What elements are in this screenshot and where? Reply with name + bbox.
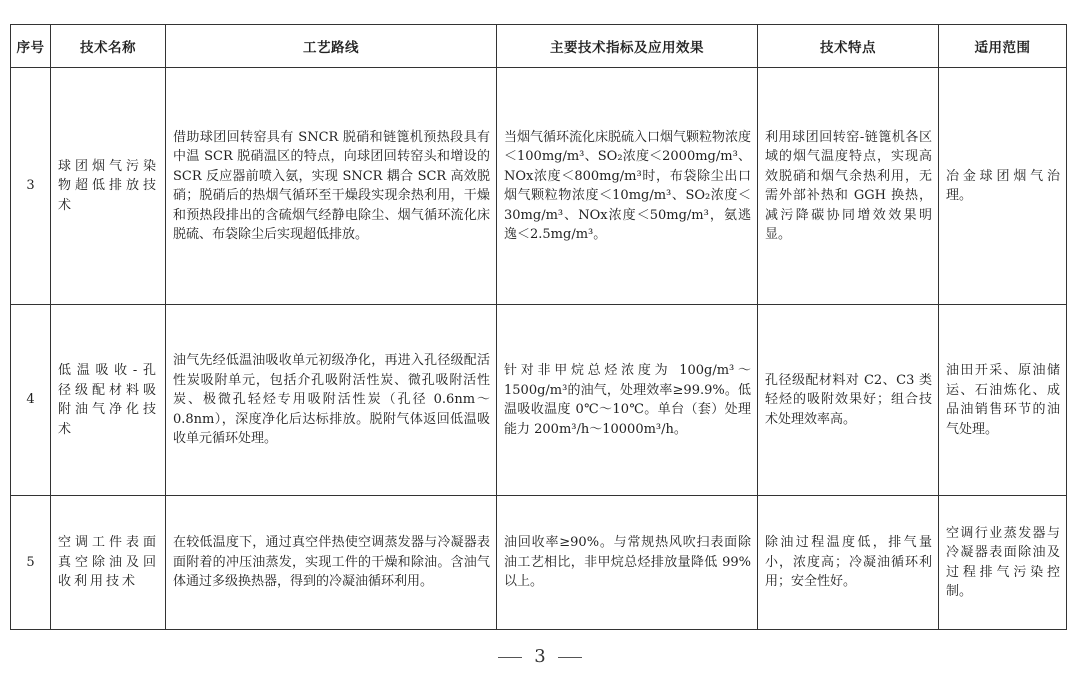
cell-scope: 冶金球团烟气治理。 [939, 68, 1067, 305]
header-serial: 序号 [11, 25, 51, 68]
cell-features: 除油过程温度低，排气量小，浓度高；冷凝油循环利用；安全性好。 [758, 496, 939, 630]
cell-tech-name: 低温吸收-孔径级配材料吸附油气净化技术 [51, 305, 166, 496]
cell-tech-name: 空调工件表面真空除油及回收利用技术 [51, 496, 166, 630]
dash-right [558, 657, 582, 658]
page-footer [0, 646, 1080, 667]
cell-serial: 3 [11, 68, 51, 305]
header-features: 技术特点 [758, 25, 939, 68]
cell-indicators: 油回收率≥90%。与常规热风吹扫表面除油工艺相比，非甲烷总烃排放量降低 99%以上。 [497, 496, 758, 630]
cell-indicators: 针对非甲烷总烃浓度为 100g/m³～1500g/m³的油气，处理效率≥99.9%。低温吸收温度 0℃～10℃。单台（套）处理能力 200m³/h～10000m³/h。 [497, 305, 758, 496]
table-row [11, 68, 1067, 305]
cell-serial: 4 [11, 305, 51, 496]
cell-features: 利用球团回转窑-链篦机各区域的烟气温度特点，实现高效脱硝和烟气余热利用，无需外部补热和 GGH 换热，减污降碳协同增效效果明显。 [758, 68, 939, 305]
cell-scope: 油田开采、原油储运、石油炼化、成品油销售环节的油气处理。 [939, 305, 1067, 496]
table-row [11, 496, 1067, 630]
cell-features: 孔径级配材料对 C2、C3 类轻烃的吸附效果好；组合技术处理效率高。 [758, 305, 939, 496]
header-scope: 适用范围 [939, 25, 1067, 68]
header-process: 工艺路线 [166, 25, 497, 68]
cell-process: 在较低温度下，通过真空伴热使空调蒸发器与冷凝器表面附着的冲压油蒸发，实现工件的干燥和除油。含油气体通过多级换热器，得到的冷凝油循环利用。 [166, 496, 497, 630]
table-header-row [11, 25, 1067, 68]
cell-indicators: 当烟气循环流化床脱硫入口烟气颗粒物浓度＜100mg/m³、SO₂浓度＜2000mg/m³、NOx浓度＜800mg/m³时，布袋除尘出口烟气颗粒物浓度＜10mg/m³、SO₂浓度＜30mg/m³、NOx浓度＜50mg/m³，氨逃逸＜2.5mg/m³。 [497, 68, 758, 305]
page-number: 3 [534, 646, 546, 667]
dash-left [498, 657, 522, 658]
technology-table [10, 24, 1067, 630]
cell-tech-name: 球团烟气污染物超低排放技术 [51, 68, 166, 305]
header-indicators: 主要技术指标及应用效果 [497, 25, 758, 68]
cell-scope: 空调行业蒸发器与冷凝器表面除油及过程排气污染控制。 [939, 496, 1067, 630]
header-tech-name: 技术名称 [51, 25, 166, 68]
table-row [11, 305, 1067, 496]
cell-serial: 5 [11, 496, 51, 630]
cell-process: 借助球团回转窑具有 SNCR 脱硝和链篦机预热段具有中温 SCR 脱硝温区的特点，向球团回转窑头和增设的 SCR 反应器前喷入氨，实现 SNCR 耦合 SCR 高效脱硝；脱硝后的热烟气循环至干燥段实现余热利用，干燥和预热段排出的含硫烟气经静电除尘、烟气循环流化床脱硫、布袋除尘后实现超低排放。 [166, 68, 497, 305]
cell-process: 油气先经低温油吸收单元初级净化，再进入孔径级配活性炭吸附单元，包括介孔吸附活性炭、微孔吸附活性炭、极微孔轻烃专用吸附活性炭（孔径 0.6nm～0.8nm），深度净化后达标排放。脱附气体返回低温吸收单元循环处理。 [166, 305, 497, 496]
